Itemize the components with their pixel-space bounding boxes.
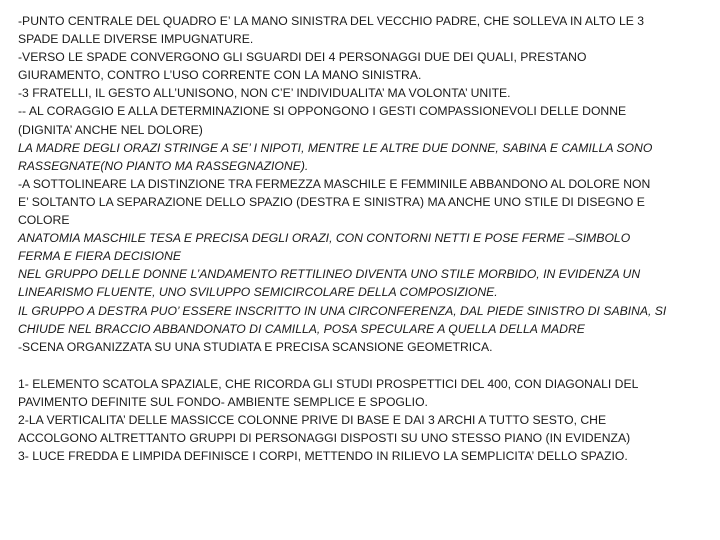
text-line: 1- ELEMENTO SCATOLA SPAZIALE, CHE RICORDA GLI STUDI PROSPETTICI DEL 400, CON DIAGONALI DEL [18,376,639,391]
paragraph-courage-vs-compassion [18,102,708,138]
paragraph-columns [18,411,708,447]
text-line: RASSEGNATE(NO PIANTO MA RASSEGNAZIONE). [18,158,309,173]
text-line: 2-LA VERTICALITA’ DELLE MASSICCE COLONNE PRIVE DI BASE E DAI 3 ARCHI A TUTTO SESTO, CHE [18,412,607,427]
text-line: COLORE [18,213,70,228]
text-line: ACCOLGONO ALTRETTANTO GRUPPI DI PERSONAGGI DISPOSTI SU UNO STESSO PIANO (IN EVIDENZA) [18,431,631,446]
text-line: ANATOMIA MASCHILE TESA E PRECISA DEGLI ORAZI, CON CONTORNI NETTI E POSE FERME –SIMBOLO [18,231,631,246]
paragraph-spacer [18,356,708,375]
text-line: PAVIMENTO DEFINITE SUL FONDO- AMBIENTE SEMPLICE E SPOGLIO. [18,394,428,409]
text-line: -- AL CORAGGIO E ALLA DETERMINAZIONE SI OPPONGONO I GESTI COMPASSIONEVOLI DELLE DONNE [18,104,627,119]
document-body [18,12,708,465]
text-line: 3- LUCE FREDDA E LIMPIDA DEFINISCE I CORPI, METTENDO IN RILIEVO LA SEMPLICITA’ DELLO SPAZIO. [18,449,628,464]
text-line: (DIGNITA’ ANCHE NEL DOLORE) [18,122,203,137]
paragraph-gazes [18,48,708,84]
text-line: NEL GRUPPO DELLE DONNE L’ANDAMENTO RETTILINEO DIVENTA UNO STILE MORBIDO, IN EVIDENZA UN [18,267,641,282]
paragraph-light [18,447,708,465]
notes-block-analysis [18,12,708,356]
paragraph-distinction [18,175,708,229]
text-line: LA MADRE DEGLI ORAZI STRINGE A SE’ I NIPOTI, MENTRE LE ALTRE DUE DONNE, SABINA E CAMILLA SONO [18,140,653,155]
text-line: -PUNTO CENTRALE DEL QUADRO E’ LA MANO SINISTRA DEL VECCHIO PADRE, CHE SOLLEVA IN ALTO LE 3 [18,14,645,28]
text-line: E’ SOLTANTO LA SEPARAZIONE DELLO SPAZIO (DESTRA E SINISTRA) MA ANCHE UNO STILE DI DISEGNO E [18,194,645,209]
text-line: -A SOTTOLINEARE LA DISTINZIONE TRA FERMEZZA MASCHILE E FEMMINILE ABBANDONO AL DOLORE NON [18,176,651,191]
text-line: CHIUDE NEL BRACCIO ABBANDONATO DI CAMILLA, POSA SPECULARE A QUELLA DELLA MADRE [18,321,585,336]
text-line: IL GRUPPO A DESTRA PUO’ ESSERE INSCRITTO IN UNA CIRCONFERENZA, DAL PIEDE SINISTRO DI SABINA, SI [18,303,667,318]
text-line: GIURAMENTO, CONTRO L’USO CORRENTE CON LA MANO SINISTRA. [18,68,422,83]
text-line: FERMA E FIERA DECISIONE [18,249,181,264]
paragraph-three-brothers [18,84,708,102]
text-line: -VERSO LE SPADE CONVERGONO GLI SGUARDI DEI 4 PERSONAGGI DUE DEI QUALI, PRESTANO [18,50,587,65]
paragraph-central-point [18,12,708,48]
paragraph-spatial-box [18,375,708,411]
text-line: -SCENA ORGANIZZATA SU UNA STUDIATA E PRECISA SCANSIONE GEOMETRICA. [18,339,493,354]
text-line: SPADE DALLE DIVERSE IMPUGNATURE. [18,32,254,47]
text-line: LINEARISMO FLUENTE, UNO SVILUPPO SEMICIRCOLARE DELLA COMPOSIZIONE. [18,285,498,300]
paragraph-right-group [18,302,708,338]
paragraph-geometric-scene [18,338,708,356]
paragraph-women-group [18,265,708,301]
text-line: -3 FRATELLI, IL GESTO ALL’UNISONO, NON C’E’ INDIVIDUALITA’ MA VOLONTA’ UNITE. [18,86,511,101]
notes-block-space [18,375,708,465]
paragraph-mother-of-horatii [18,139,708,175]
paragraph-male-anatomy [18,229,708,265]
